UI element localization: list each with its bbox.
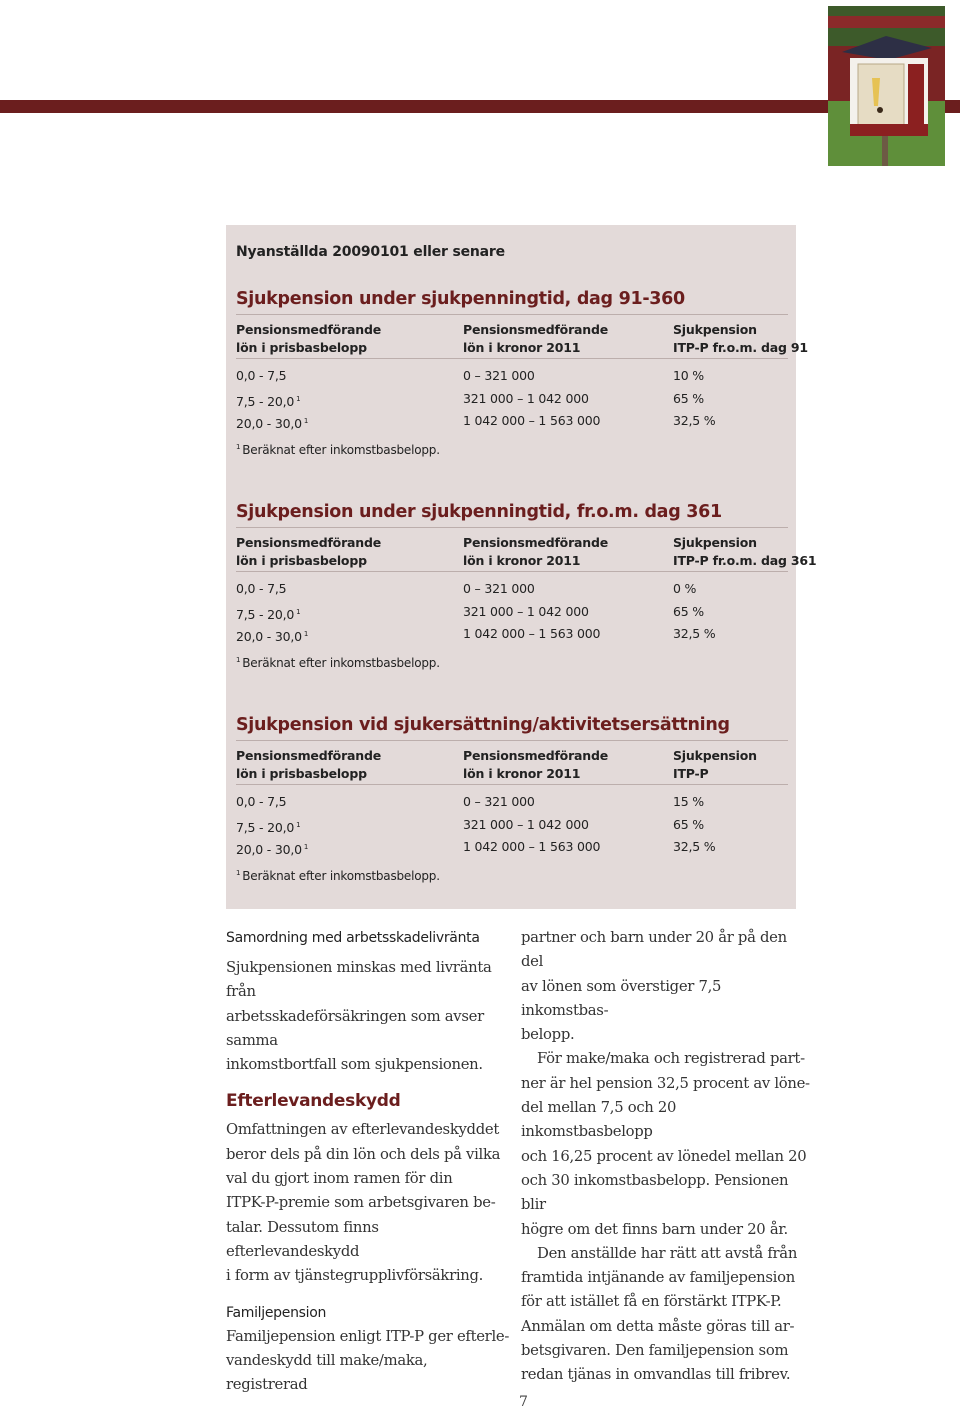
- table-row: [236, 793, 788, 816]
- table-cell: 32,5 %: [673, 413, 716, 429]
- footnote-text: Beräknat efter inkomstbasbelopp.: [242, 869, 440, 884]
- header-cell: lön i prisbasbelopp: [236, 553, 367, 568]
- text-line: val du gjort inom ramen för din: [226, 1170, 453, 1188]
- table-cell: 1 042 000 – 1 563 000: [463, 413, 601, 429]
- text-line: i form av tjänstegrupplivförsäkring.: [226, 1267, 484, 1285]
- efterlevande-heading: Efterlevandeskydd: [226, 1091, 401, 1112]
- familjepension-paragraph: [226, 1325, 511, 1398]
- familjepension-heading: Familjepension: [226, 1304, 327, 1321]
- text-line: och 16,25 procent av lönedel mellan 20: [521, 1147, 807, 1165]
- table-cell: 7,5 - 20,0: [236, 393, 295, 409]
- text-line: arbetsskadeförsäkringen som avser samma: [226, 1007, 484, 1049]
- table-cell: 32,5 %: [673, 839, 716, 855]
- footnote-marker: 1: [296, 820, 301, 829]
- table-header: [236, 321, 808, 359]
- table-cell: 65 %: [673, 603, 704, 619]
- footnote-marker: 1: [236, 656, 241, 665]
- table-cell: 65 %: [673, 816, 704, 832]
- header-cell: Pensionsmedförande: [236, 535, 381, 550]
- footnote-marker: 1: [296, 607, 301, 616]
- header-cell: lön i kronor 2011: [463, 340, 581, 355]
- header-cell: Sjukpension: [673, 322, 757, 337]
- footnote-marker: 1: [303, 417, 309, 426]
- section-title: Sjukpension under sjukpenningtid, dag 91-360: [236, 289, 788, 315]
- table-row: [236, 603, 788, 626]
- text-line: partner och barn under 20 år på den del: [521, 929, 787, 971]
- text-line: inkomstbortfall som sjukpensionen.: [226, 1056, 483, 1074]
- text-line: belopp.: [521, 1026, 575, 1044]
- table-cell: 321 000 – 1 042 000: [463, 390, 589, 406]
- header-cell: lön i kronor 2011: [463, 766, 581, 781]
- paragraph-1: [521, 926, 811, 1047]
- table-cell: 0,0 - 7,5: [236, 368, 287, 383]
- header-cell: Pensionsmedförande: [463, 535, 608, 550]
- table-cell: 321 000 – 1 042 000: [463, 603, 589, 619]
- table-cell: 1 042 000 – 1 563 000: [463, 839, 601, 855]
- footnote-marker: 1: [236, 869, 241, 878]
- paragraph-2: [521, 1047, 811, 1241]
- text-line: För make/maka och registrerad part-: [537, 1050, 805, 1068]
- text-line: Omfattningen av efterlevandeskyddet: [226, 1121, 499, 1139]
- mailbox-photo: [828, 6, 945, 166]
- table-row: [236, 390, 788, 413]
- table-cell: 0 – 321 000: [463, 368, 535, 383]
- footnote-text: Beräknat efter inkomstbasbelopp.: [242, 443, 440, 458]
- text-line: framtida intjänande av familjepension: [521, 1269, 795, 1287]
- text-line: ner är hel pension 32,5 procent av löne-: [521, 1074, 810, 1092]
- samordning-heading: Samordning med arbetsskadelivränta: [226, 930, 480, 946]
- text-line: Anmälan om detta måste göras till ar-: [521, 1317, 795, 1335]
- header-cell: lön i prisbasbelopp: [236, 340, 367, 355]
- top-accent-bar: [0, 100, 960, 113]
- text-line: Sjukpensionen minskas med livränta från: [226, 959, 492, 1001]
- text-line: av lönen som överstiger 7,5 inkomstbas-: [521, 977, 722, 1019]
- header-cell: Pensionsmedförande: [236, 748, 381, 763]
- header-cell: ITP-P fr.o.m. dag 91: [673, 340, 808, 355]
- text-line: talar. Dessutom finns efterlevandeskydd: [226, 1218, 379, 1260]
- text-line: Den anställde har rätt att avstå från: [537, 1244, 798, 1262]
- footnote-marker: 1: [303, 843, 309, 852]
- footnote: [236, 869, 788, 883]
- table-cell: 0 – 321 000: [463, 794, 535, 809]
- table-cell: 0,0 - 7,5: [236, 794, 287, 809]
- footnote-text: Beräknat efter inkomstbasbelopp.: [242, 656, 440, 671]
- intro-heading: Nyanställda 20090101 eller senare: [236, 244, 505, 260]
- header-cell: Pensionsmedförande: [236, 322, 381, 337]
- section-title: Sjukpension under sjukpenningtid, fr.o.m. dag 361: [236, 502, 788, 528]
- table-cell: 7,5 - 20,0: [236, 819, 295, 835]
- section-sickness-from-361: [236, 502, 817, 671]
- header-cell: Pensionsmedförande: [463, 748, 608, 763]
- footnote-marker: 1: [296, 394, 301, 403]
- text-line: ITPK-P-premie som arbetsgivaren be-: [226, 1194, 496, 1212]
- left-text-column: [226, 926, 511, 1397]
- section-sickness-compensation: [236, 715, 788, 883]
- table-row: [236, 838, 788, 861]
- header-cell: ITP-P: [673, 766, 709, 781]
- footnote-marker: 1: [236, 443, 241, 452]
- table-cell: 15 %: [673, 794, 704, 809]
- page-number: 7: [519, 1394, 528, 1410]
- table-cell: 7,5 - 20,0: [236, 606, 295, 622]
- paragraph-3: [521, 1242, 811, 1388]
- text-line: beror dels på din lön och dels på vilka: [226, 1145, 501, 1163]
- table-row: [236, 412, 788, 435]
- table-header: [236, 534, 817, 572]
- table-row: [236, 816, 788, 839]
- text-line: Familjepension enligt ITP-P ger efterle-: [226, 1327, 510, 1345]
- footnote-marker: 1: [303, 630, 309, 639]
- text-line: för att istället få en förstärkt ITPK-P.: [521, 1293, 782, 1311]
- header-cell: Pensionsmedförande: [463, 322, 608, 337]
- table-cell: 321 000 – 1 042 000: [463, 816, 589, 832]
- header-cell: ITP-P fr.o.m. dag 361: [673, 553, 817, 568]
- table-cell: 65 %: [673, 390, 704, 406]
- section-title: Sjukpension vid sjukersättning/aktivitetsersättning: [236, 715, 788, 741]
- right-text-column: [521, 926, 811, 1388]
- text-line: redan tjänas in omvandlas till fribrev.: [521, 1366, 791, 1384]
- text-line: och 30 inkomstbasbelopp. Pensionen blir: [521, 1171, 789, 1214]
- table-cell: 0,0 - 7,5: [236, 581, 287, 596]
- pension-tables-panel: [226, 225, 817, 909]
- table-cell: 0 %: [673, 581, 697, 596]
- header-cell: Sjukpension: [673, 535, 757, 550]
- text-line: del mellan 7,5 och 20 inkomstbasbelopp: [521, 1099, 677, 1141]
- table-cell: 20,0 - 30,0: [236, 416, 302, 432]
- table-cell: 10 %: [673, 368, 704, 383]
- footnote: [236, 656, 788, 670]
- table-row: [236, 580, 788, 603]
- header-cell: lön i prisbasbelopp: [236, 766, 367, 781]
- text-line: högre om det finns barn under 20 år.: [521, 1220, 788, 1238]
- header-cell: lön i kronor 2011: [463, 553, 581, 568]
- table-cell: 1 042 000 – 1 563 000: [463, 626, 601, 642]
- table-row: [236, 625, 788, 648]
- table-cell: 0 – 321 000: [463, 581, 535, 596]
- footnote: [236, 443, 788, 457]
- table-header: [236, 747, 788, 785]
- text-line: vandeskydd till make/maka, registrerad: [226, 1351, 428, 1394]
- efterlevande-paragraph: [226, 1118, 511, 1288]
- samordning-paragraph: [226, 956, 511, 1077]
- table-cell: 32,5 %: [673, 626, 716, 642]
- text-line: betsgivaren. Den familjepension som: [521, 1342, 789, 1360]
- header-cell: Sjukpension: [673, 748, 757, 763]
- table-row: [236, 367, 788, 390]
- table-cell: 20,0 - 30,0: [236, 629, 302, 645]
- section-sickness-91-360: [236, 289, 808, 458]
- table-cell: 20,0 - 30,0: [236, 842, 302, 858]
